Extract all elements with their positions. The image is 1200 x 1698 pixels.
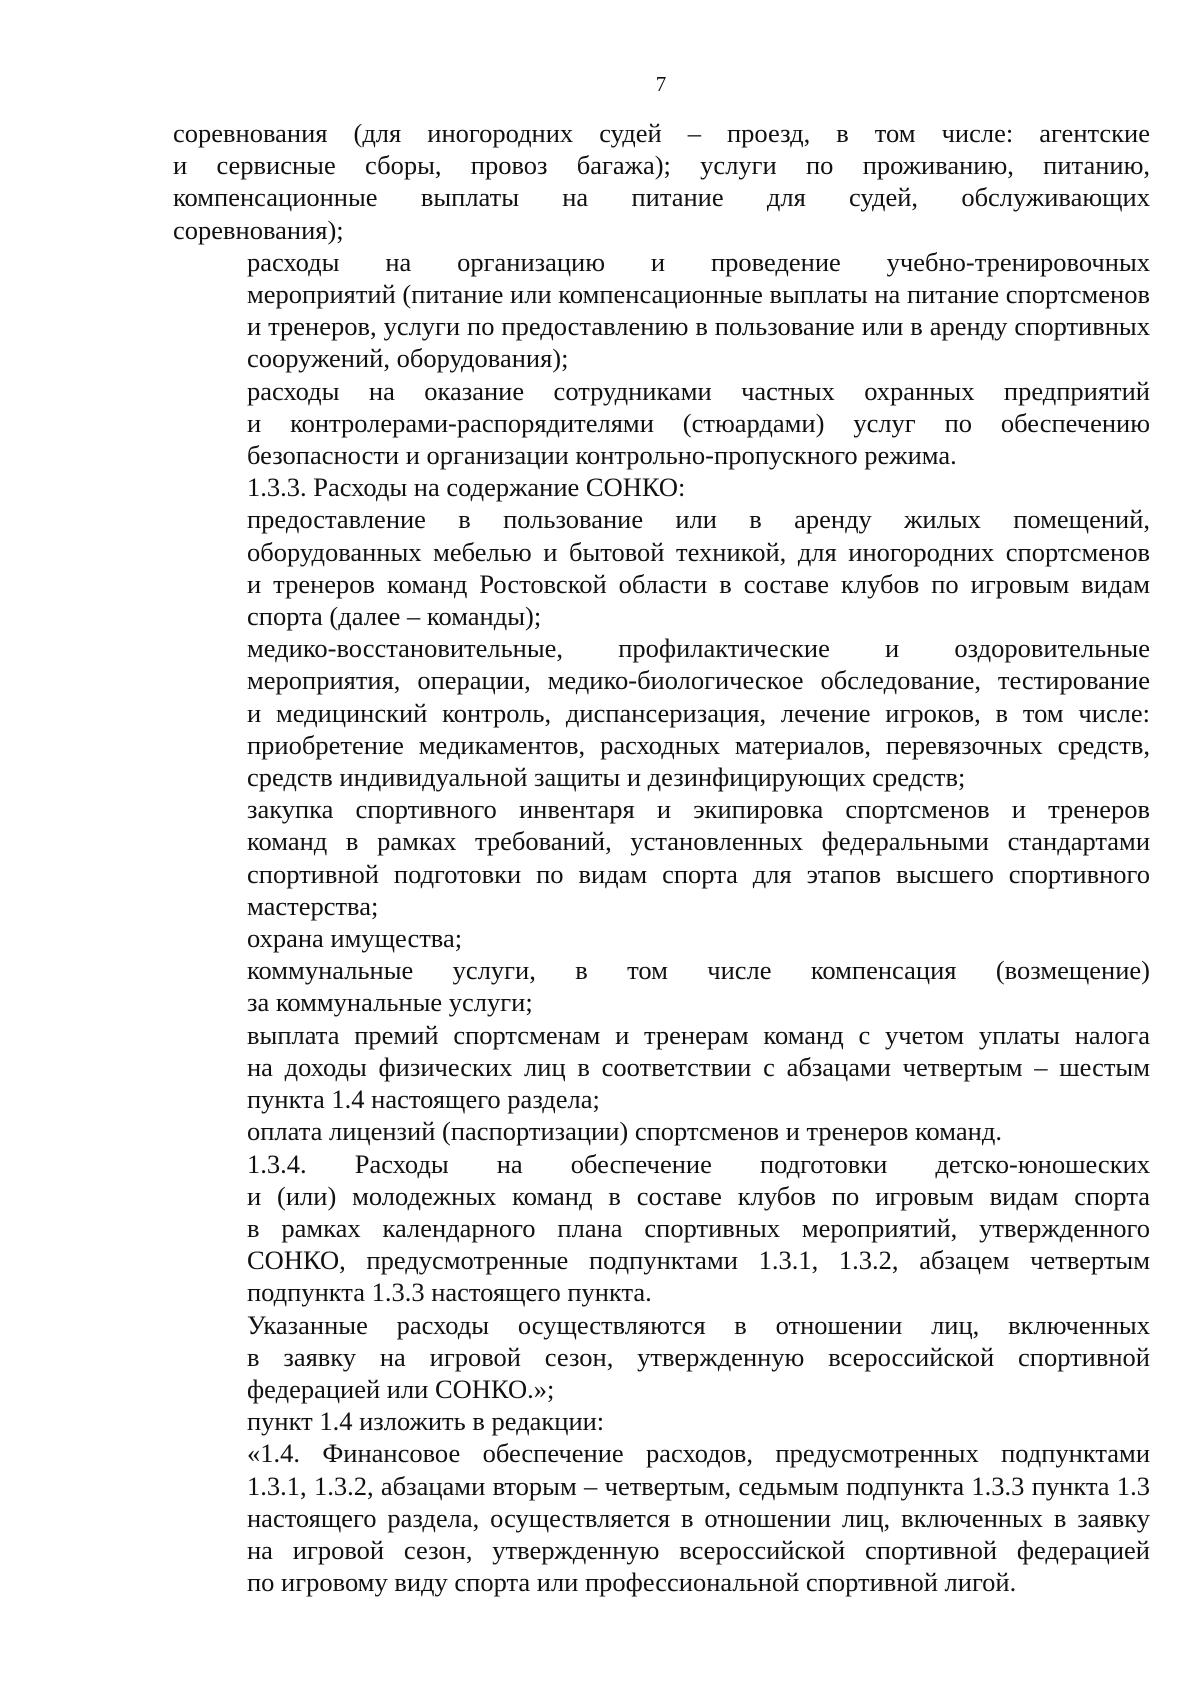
- text-line: пункт 1.4 изложить в редакции:: [247, 1406, 605, 1437]
- document-paragraph: [173, 954, 1150, 1018]
- document-paragraph: [173, 632, 1150, 793]
- text-line: «1.4. Финансовое обеспечение расходов, предусмотренных подпунктами: [247, 1438, 1150, 1469]
- text-line: и тренеров команд Ростовской области в составе клубов по игровым видам: [247, 568, 1150, 599]
- text-line: мероприятия, операции, медико-биологическое обследование, тестирование: [247, 665, 1150, 696]
- text-line: соревнования);: [173, 214, 344, 245]
- text-line: спортивной подготовки по видам спорта для этапов высшего спортивного: [247, 858, 1150, 889]
- document-paragraph: [173, 503, 1150, 632]
- text-line: охрана имущества;: [247, 923, 463, 954]
- text-line: на доходы физических лиц в соответствии с абзацами четвертым – шестым: [247, 1051, 1150, 1082]
- text-line: расходы на оказание сотрудниками частных охранных предприятий: [247, 375, 1150, 406]
- text-line: закупка спортивного инвентаря и экипировка спортсменов и тренеров: [247, 794, 1150, 825]
- text-line: 1.3.3. Расходы на содержание СОНКО:: [247, 472, 686, 503]
- text-line: 1.3.1, 1.3.2, абзацами вторым – четвертым, седьмым подпункта 1.3.3 пункта 1.3: [247, 1470, 1150, 1501]
- text-line: оплата лицензий (паспортизации) спортсменов и тренеров команд.: [247, 1116, 1002, 1147]
- text-line: компенсационные выплаты на питание для судей, обслуживающих: [173, 182, 1150, 213]
- page-number: 7: [655, 72, 667, 96]
- document-paragraph: [173, 1309, 1150, 1406]
- text-line: за коммунальные услуги;: [247, 987, 533, 1018]
- text-line: средств индивидуальной защиты и дезинфицирующих средств;: [247, 762, 966, 793]
- document-paragraph: [173, 1437, 1150, 1598]
- document-body: [173, 117, 1150, 1598]
- text-line: в рамках календарного плана спортивных мероприятий, утвержденного: [247, 1212, 1150, 1243]
- text-line: СОНКО, предусмотренные подпунктами 1.3.1, 1.3.2, абзацем четвертым: [247, 1245, 1150, 1276]
- text-line: коммунальные услуги, в том числе компенсация (возмещение): [247, 955, 1150, 986]
- text-line: Указанные расходы осуществляются в отношении лиц, включенных: [247, 1309, 1150, 1340]
- document-paragraph: [173, 793, 1150, 922]
- document-paragraph: [173, 922, 1150, 954]
- text-line: федерацией или СОНКО.»;: [247, 1373, 555, 1404]
- text-line: и медицинский контроль, диспансеризация, лечение игроков, в том числе:: [247, 697, 1150, 728]
- document-paragraph: [173, 117, 1150, 246]
- text-line: в заявку на игровой сезон, утвержденную всероссийской спортивной: [247, 1341, 1150, 1372]
- document-paragraph: [173, 471, 1150, 503]
- text-line: соревнования (для иногородних судей – проезд, в том числе: агентские: [173, 118, 1150, 148]
- document-paragraph: [173, 1115, 1150, 1147]
- text-line: и (или) молодежных команд в составе клубов по игровым видам спорта: [247, 1180, 1150, 1211]
- text-line: подпункта 1.3.3 настоящего пункта.: [247, 1277, 652, 1308]
- document-paragraph: [173, 246, 1150, 375]
- text-line: 1.3.4. Расходы на обеспечение подготовки детско-юношеских: [247, 1148, 1150, 1179]
- text-line: расходы на организацию и проведение учебно-тренировочных: [247, 246, 1150, 277]
- text-line: выплата премий спортсменам и тренерам команд с учетом уплаты налога: [247, 1019, 1150, 1050]
- document-paragraph: [173, 1148, 1150, 1309]
- text-line: и контролерами-распорядителями (стюардами) услуг по обеспечению: [247, 407, 1150, 438]
- text-line: мастерства;: [247, 890, 379, 921]
- text-line: по игровому виду спорта или профессиональной спортивной лигой.: [247, 1567, 1017, 1598]
- text-line: сооружений, оборудования);: [247, 343, 569, 374]
- document-paragraph: [173, 1405, 1150, 1437]
- text-line: оборудованных мебелью и бытовой техникой, для иногородних спортсменов: [247, 536, 1150, 567]
- document-paragraph: [173, 375, 1150, 472]
- text-line: медико-восстановительные, профилактические и оздоровительные: [247, 633, 1150, 664]
- text-line: настоящего раздела, осуществляется в отношении лиц, включенных в заявку: [247, 1502, 1150, 1533]
- text-line: и сервисные сборы, провоз багажа); услуги по проживанию, питанию,: [173, 150, 1150, 181]
- document-paragraph: [173, 1019, 1150, 1116]
- text-line: пункта 1.4 настоящего раздела;: [247, 1084, 600, 1115]
- text-line: на игровой сезон, утвержденную всероссийской спортивной федерацией: [247, 1534, 1150, 1565]
- text-line: безопасности и организации контрольно-пропускного режима.: [247, 440, 957, 471]
- text-line: команд в рамках требований, установленных федеральными стандартами: [247, 826, 1150, 857]
- text-line: спорта (далее – команды);: [247, 601, 542, 632]
- text-line: и тренеров, услуги по предоставлению в пользование или в аренду спортивных: [247, 311, 1150, 342]
- text-line: предоставление в пользование или в аренду жилых помещений,: [247, 504, 1150, 535]
- text-line: мероприятий (питание или компенсационные выплаты на питание спортсменов: [247, 279, 1150, 310]
- text-line: приобретение медикаментов, расходных материалов, перевязочных средств,: [247, 729, 1150, 760]
